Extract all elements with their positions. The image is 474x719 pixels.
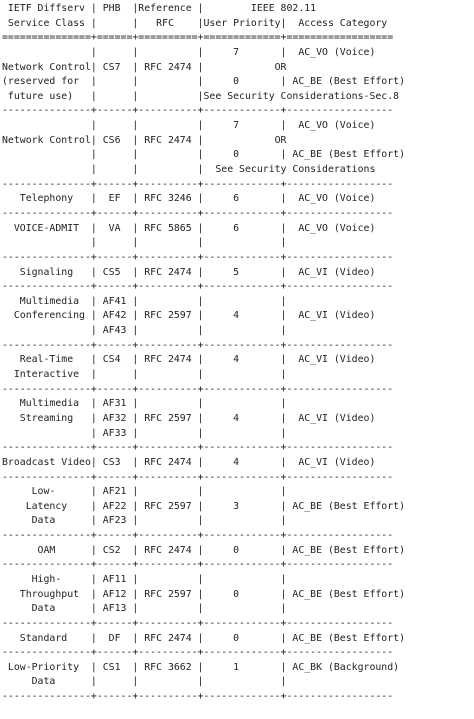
table-line: Service Class | | RFC |User Priority| Access Category (2, 17, 388, 29)
table-line: ---------------+------+----------+-------------+------------------ (2, 530, 394, 542)
table-line: ---------------+------+----------+-------------+------------------ (2, 471, 394, 483)
table-line: Conferencing | AF42 | RFC 2597 | 4 | AC_VI (Video) (2, 310, 376, 322)
table-line: ---------------+------+----------+-------------+------------------ (2, 207, 394, 219)
table-line: Broadcast Video| CS3 | RFC 2474 | 4 | AC_VI (Video) (2, 456, 376, 468)
table-line: Data | | | | (2, 676, 287, 688)
table-line: | | | 7 | AC_VO (Voice) (2, 120, 376, 132)
table-line: Throughput | AF12 | RFC 2597 | 0 | AC_BE (Best Effort) (2, 588, 405, 600)
table-line: ---------------+------+----------+-------------+------------------ (2, 281, 394, 293)
table-line: Telephony | EF | RFC 3246 | 6 | AC_VO (Voice) (2, 193, 376, 205)
table-line: ===============+======+==========+=============+================== (2, 32, 394, 44)
table-line: Low- | AF21 | | | (2, 486, 287, 498)
table-line: ---------------+------+----------+-------------+------------------ (2, 691, 394, 703)
table-line: Latency | AF22 | RFC 2597 | 3 | AC_BE (Best Effort) (2, 500, 405, 512)
table-line: ---------------+------+----------+-------------+------------------ (2, 178, 394, 190)
table-line: Interactive | | | | (2, 369, 287, 381)
table-line: ---------------+------+----------+-------------+------------------ (2, 617, 394, 629)
table-line: ---------------+------+----------+-------------+------------------ (2, 442, 394, 454)
table-line: OAM | CS2 | RFC 2474 | 0 | AC_BE (Best Effort) (2, 544, 405, 556)
table-line: | | | See Security Considerations (2, 164, 376, 176)
table-line: | | | 0 | AC_BE (Best Effort) (2, 149, 405, 161)
table-line: ---------------+------+----------+-------------+------------------ (2, 339, 394, 351)
table-line: Real-Time | CS4 | RFC 2474 | 4 | AC_VI (Video) (2, 354, 376, 366)
table-line: Data | AF23 | | | (2, 515, 287, 527)
table-line: Low-Priority | CS1 | RFC 3662 | 1 | AC_BK (Background) (2, 661, 400, 673)
table-line: Network Control| CS6 | RFC 2474 | OR (2, 134, 287, 146)
table-line: Signaling | CS5 | RFC 2474 | 5 | AC_VI (Video) (2, 266, 376, 278)
table-line: VOICE-ADMIT | VA | RFC 5865 | 6 | AC_VO (Voice) (2, 222, 376, 234)
table-line: (reserved for | | | 0 | AC_BE (Best Effort) (2, 76, 405, 88)
table-line: ---------------+------+----------+-------------+------------------ (2, 647, 394, 659)
table-line: Streaming | AF32 | RFC 2597 | 4 | AC_VI (Video) (2, 412, 376, 424)
table-line: High- | AF11 | | | (2, 573, 287, 585)
table-line: ---------------+------+----------+-------------+------------------ (2, 105, 394, 117)
table-line: Standard | DF | RFC 2474 | 0 | AC_BE (Best Effort) (2, 632, 405, 644)
table-line: | | | | (2, 237, 287, 249)
table-line: ---------------+------+----------+-------------+------------------ (2, 559, 394, 571)
table-line: ---------------+------+----------+-------------+------------------ (2, 251, 394, 263)
table-line: Data | AF13 | | | (2, 603, 287, 615)
table-line: | | | 7 | AC_VO (Voice) (2, 46, 376, 58)
table-line: Multimedia | AF41 | | | (2, 295, 287, 307)
table-line: IETF Diffserv | PHB |Reference | IEEE 802.11 (2, 3, 317, 14)
table-line: | AF43 | | | (2, 325, 287, 337)
table-line: ---------------+------+----------+-------------+------------------ (2, 383, 394, 395)
table-line: Network Control| CS7 | RFC 2474 | OR (2, 61, 287, 73)
table-line: future use) | | |See Security Considerations-Sec.8 (2, 90, 400, 102)
table-line: | AF33 | | | (2, 427, 287, 439)
table-line: Multimedia | AF31 | | | (2, 398, 287, 410)
